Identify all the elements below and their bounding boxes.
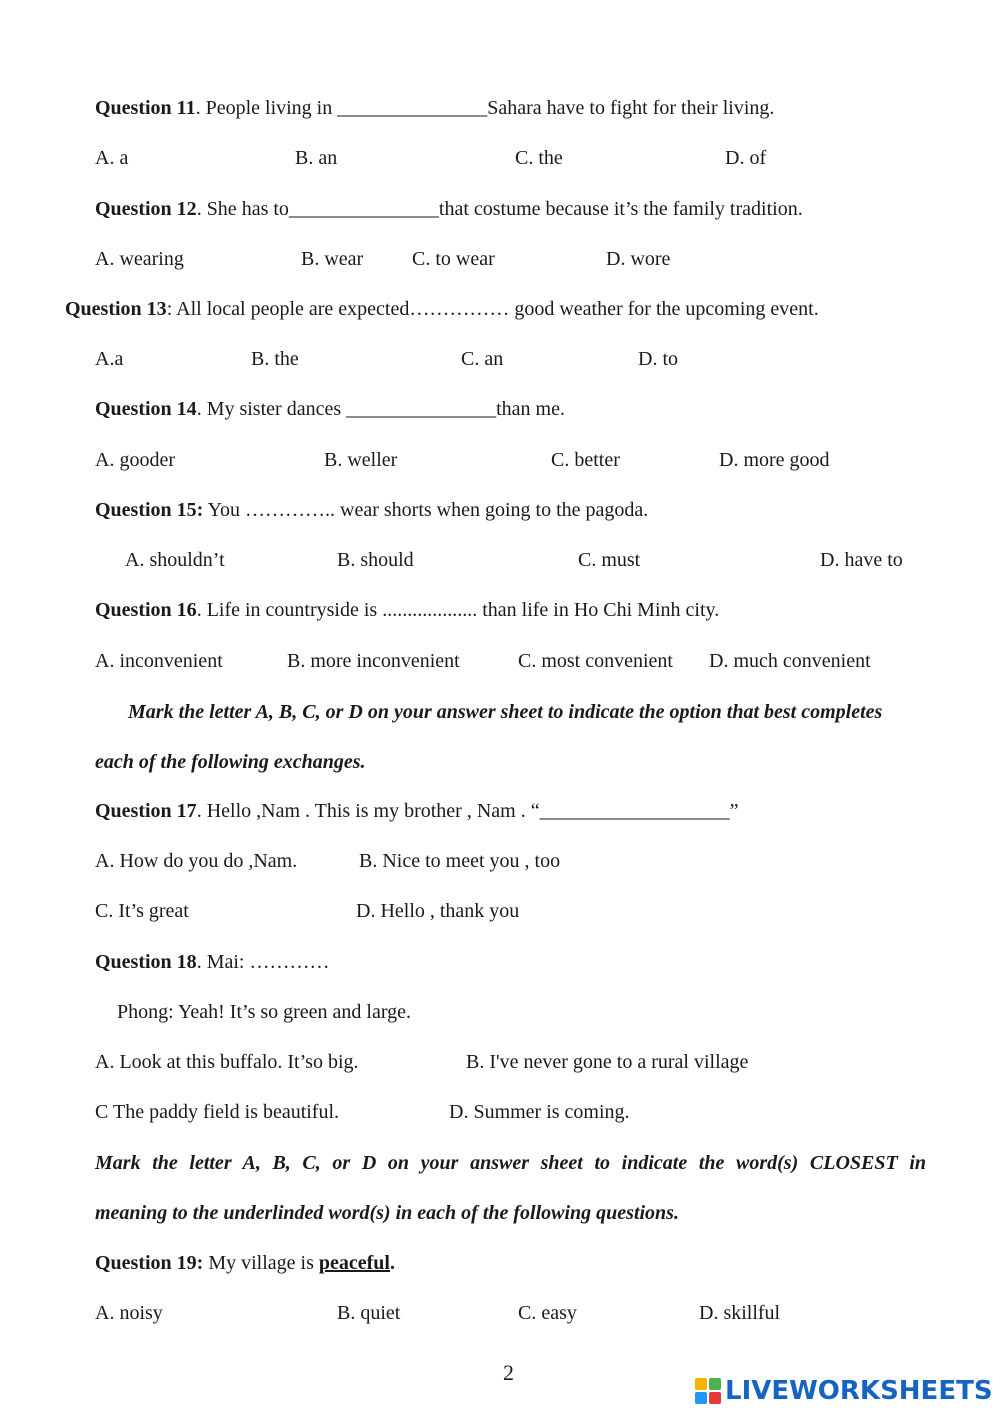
- question-label: Question 17: [95, 800, 197, 822]
- option-d: D. have to: [820, 549, 903, 571]
- option-b: B. the: [251, 348, 299, 370]
- option-d: D. Hello , thank you: [356, 900, 520, 922]
- option-b: B. an: [295, 147, 338, 169]
- option-d: D. more good: [719, 449, 830, 471]
- question-label: Question 15:: [95, 499, 204, 521]
- option-c: C. It’s great: [95, 900, 189, 922]
- option-c: C. easy: [518, 1302, 577, 1324]
- option-b: B. I've never gone to a rural village: [466, 1051, 749, 1073]
- underlined-word: peaceful: [318, 1252, 390, 1274]
- question-label: Question 19:: [95, 1252, 204, 1274]
- option-c: C. better: [551, 449, 620, 471]
- instruction-line-2: each of the following exchanges.: [95, 751, 366, 773]
- question-16: [95, 598, 719, 622]
- question-label: Question 14: [95, 398, 197, 420]
- instruction-line-2: meaning to the underlinded word(s) in each of the following questions.: [95, 1202, 679, 1224]
- question-text: : All local people are expected…………… good weather for the upcoming event.: [166, 298, 819, 320]
- option-d: D. skillful: [699, 1302, 781, 1324]
- option-c: C. an: [461, 348, 504, 370]
- option-a: A. How do you do ,Nam.: [95, 850, 298, 872]
- question-label: Question 12: [95, 198, 197, 220]
- instruction-line-1: Mark the letter A, B, C, or D on your answer sheet to indicate the option that best completes: [128, 701, 883, 723]
- option-b: B. weller: [324, 449, 398, 471]
- brand-name: LIVEWORKSHEETS: [725, 1376, 993, 1406]
- option-c: C. must: [578, 549, 641, 571]
- question-text: . She has to_______________that costume because it’s the family tradition.: [196, 198, 803, 220]
- question-15: [95, 498, 648, 522]
- question-label: Question 18: [95, 951, 197, 973]
- question-label: Question 16: [95, 599, 197, 621]
- logo-grid-icon: [695, 1378, 721, 1404]
- option-a: A. noisy: [95, 1302, 163, 1324]
- option-d: D. wore: [606, 248, 671, 270]
- option-a: A.a: [95, 348, 124, 370]
- question-13: [65, 297, 819, 321]
- option-a: A. inconvenient: [95, 650, 223, 672]
- instruction-line-1: Mark the letter A, B, C, or D on your answer sheet to indicate the word(s) CLOSEST in: [95, 1152, 926, 1174]
- question-12: [95, 197, 803, 221]
- option-b: B. wear: [301, 248, 364, 270]
- option-a: A. shouldn’t: [125, 549, 225, 571]
- option-d: D. of: [725, 147, 767, 169]
- question-text: . My sister dances _______________than me.: [196, 398, 565, 420]
- question-text: . Hello ,Nam . This is my brother , Nam . “___________________”: [196, 800, 739, 822]
- option-d: D. Summer is coming.: [449, 1101, 630, 1123]
- option-a: A. wearing: [95, 248, 184, 270]
- question-text: . Life in countryside is ................... than life in Ho Chi Minh city.: [196, 599, 720, 621]
- question-text: . People living in _______________Sahara have to fight for their living.: [195, 97, 775, 119]
- option-c: C. the: [515, 147, 563, 169]
- option-c: C. most convenient: [518, 650, 673, 672]
- option-c: C. to wear: [412, 248, 495, 270]
- liveworksheets-logo[interactable]: [695, 1376, 993, 1406]
- dialogue-reply: Phong: Yeah! It’s so green and large.: [117, 1001, 412, 1023]
- option-b: B. Nice to meet you , too: [359, 850, 561, 872]
- option-a: A. gooder: [95, 449, 175, 471]
- option-b: B. more inconvenient: [287, 650, 460, 672]
- question-11: [95, 96, 774, 120]
- question-19: [95, 1251, 395, 1275]
- question-label: Question 13: [65, 298, 167, 320]
- question-label: Question 11: [95, 97, 196, 119]
- option-d: D. to: [638, 348, 678, 370]
- option-b: B. should: [337, 549, 414, 571]
- option-a: A. Look at this buffalo. It’so big.: [95, 1051, 359, 1073]
- page-number: 2: [503, 1360, 514, 1385]
- question-end: .: [389, 1252, 395, 1274]
- question-text: My village is: [203, 1252, 319, 1274]
- question-text: You ………….. wear shorts when going to the pagoda.: [203, 499, 649, 521]
- question-text: . Mai: …………: [196, 951, 330, 973]
- question-14: [95, 397, 565, 421]
- option-d: D. much convenient: [709, 650, 871, 672]
- question-17: [95, 799, 738, 823]
- option-a: A. a: [95, 147, 129, 169]
- option-c: C The paddy field is beautiful.: [95, 1101, 340, 1123]
- question-18: [95, 950, 329, 974]
- option-b: B. quiet: [337, 1302, 401, 1324]
